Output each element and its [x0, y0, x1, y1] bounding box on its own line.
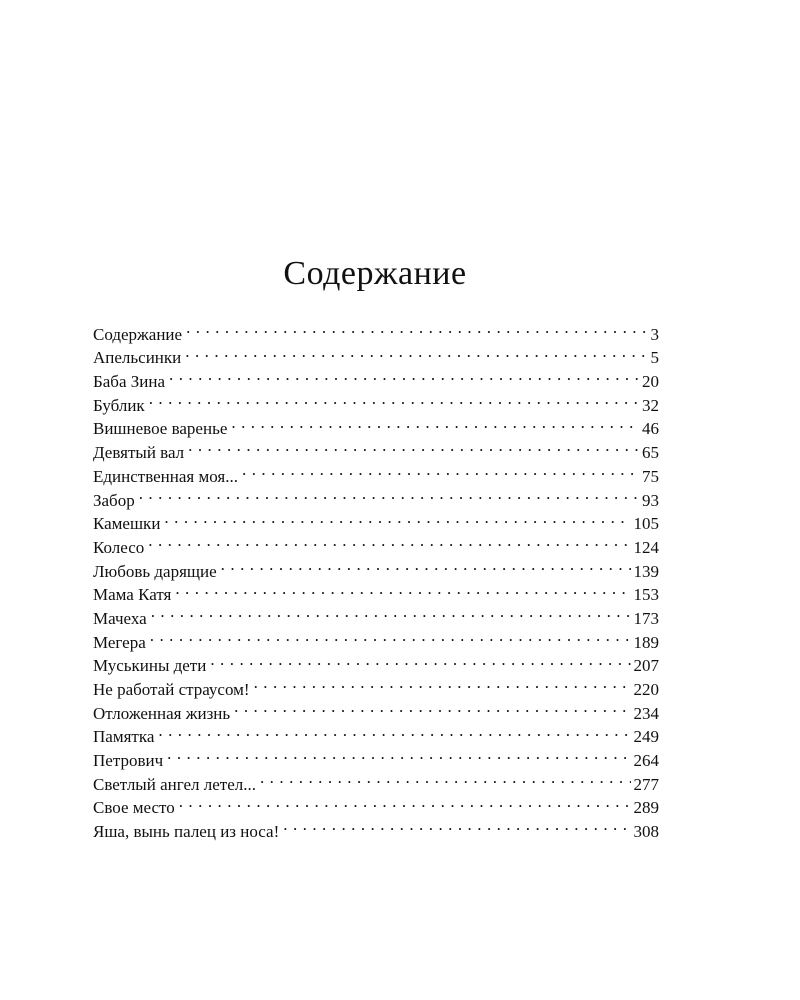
toc-entry-page: 46	[642, 419, 659, 439]
dot-leader	[242, 458, 639, 482]
toc-entry-title: Памятка	[93, 727, 155, 747]
dot-leader	[167, 742, 630, 766]
dot-leader	[234, 695, 630, 719]
toc-entry-title: Светлый ангел летел...	[93, 774, 256, 794]
toc-entry-title: Девятый вал	[93, 443, 185, 463]
toc-entry-page: 3	[650, 324, 659, 344]
dot-leader	[149, 387, 639, 411]
dot-leader	[283, 813, 630, 837]
dot-leader	[210, 648, 630, 672]
toc-entry	[93, 482, 659, 510]
toc-entry	[93, 387, 659, 415]
toc-entry-title: Камешки	[93, 514, 161, 534]
toc-entry-title: Муськины дети	[93, 656, 207, 676]
toc-entry	[93, 766, 659, 794]
toc-entry-title: Яша, вынь палец из носа!	[93, 822, 280, 842]
toc-entry-page: 75	[642, 466, 659, 486]
dot-leader	[169, 363, 639, 387]
page-title: Содержание	[283, 255, 467, 292]
dot-leader	[175, 577, 630, 601]
toc-entry-page: 5	[650, 348, 659, 368]
toc-entry	[93, 529, 659, 557]
table-of-contents	[93, 316, 659, 842]
toc-entry-title: Петрович	[93, 751, 164, 771]
toc-entry-page: 234	[633, 703, 659, 723]
toc-entry-title: Забор	[93, 490, 135, 510]
toc-entry-page: 124	[633, 537, 659, 557]
toc-entry-page: 249	[633, 727, 659, 747]
dot-leader	[231, 411, 639, 435]
toc-entry-title: Колесо	[93, 537, 145, 557]
toc-entry-page: 173	[633, 608, 659, 628]
toc-entry	[93, 600, 659, 628]
toc-entry	[93, 316, 659, 344]
toc-entry-page: 277	[633, 774, 659, 794]
toc-entry	[93, 813, 659, 842]
toc-entry	[93, 577, 659, 605]
dot-leader	[139, 482, 639, 506]
dot-leader	[164, 506, 630, 530]
toc-entry	[93, 553, 659, 581]
toc-entry	[93, 624, 659, 652]
dot-leader	[179, 790, 631, 814]
toc-entry-page: 189	[633, 632, 659, 652]
toc-entry-title: Отложенная жизнь	[93, 703, 231, 723]
dot-leader	[221, 553, 631, 577]
toc-entry-page: 65	[642, 443, 659, 463]
toc-entry-title: Содержание	[93, 324, 183, 344]
toc-entry-title: Мачеха	[93, 608, 147, 628]
toc-entry-page: 20	[642, 372, 659, 392]
toc-entry-title: Вишневое варенье	[93, 419, 228, 439]
dot-leader	[186, 316, 647, 340]
toc-entry	[93, 411, 659, 439]
toc-entry-title: Мегера	[93, 632, 146, 652]
toc-entry	[93, 790, 659, 818]
toc-entry-title: Баба Зина	[93, 372, 166, 392]
toc-entry-page: 139	[633, 561, 659, 581]
dot-leader	[254, 671, 631, 695]
toc-entry-title: Мама Катя	[93, 585, 172, 605]
dot-leader	[158, 719, 630, 743]
toc-entry	[93, 719, 659, 747]
toc-entry-page: 93	[642, 490, 659, 510]
toc-entry-page: 289	[633, 798, 659, 818]
toc-entry-page: 220	[633, 680, 659, 699]
dot-leader	[151, 600, 631, 624]
toc-entry-page: 105	[633, 514, 659, 534]
dot-leader	[260, 766, 631, 790]
toc-entry-title: Любовь дарящие	[93, 561, 217, 581]
toc-entry-page: 264	[633, 751, 659, 771]
toc-entry-title: Не работай страусом!	[93, 680, 250, 699]
dot-leader	[185, 340, 647, 364]
toc-entry-page: 32	[642, 395, 659, 415]
toc-entry-page: 153	[633, 585, 659, 605]
toc-entry-title: Апельсинки	[93, 348, 182, 368]
toc-entry-title: Бублик	[93, 395, 145, 415]
dot-leader	[188, 434, 639, 458]
dot-leader	[148, 529, 630, 553]
toc-entry	[93, 363, 659, 392]
toc-entry	[93, 648, 659, 676]
toc-entry-page: 207	[633, 656, 659, 676]
dot-leader	[150, 624, 631, 648]
toc-entry	[93, 742, 659, 771]
toc-entry-page: 308	[633, 822, 659, 842]
toc-entry	[93, 506, 659, 534]
toc-entry-title: Единственная моя...	[93, 466, 238, 486]
toc-entry-title: Свое место	[93, 798, 175, 818]
